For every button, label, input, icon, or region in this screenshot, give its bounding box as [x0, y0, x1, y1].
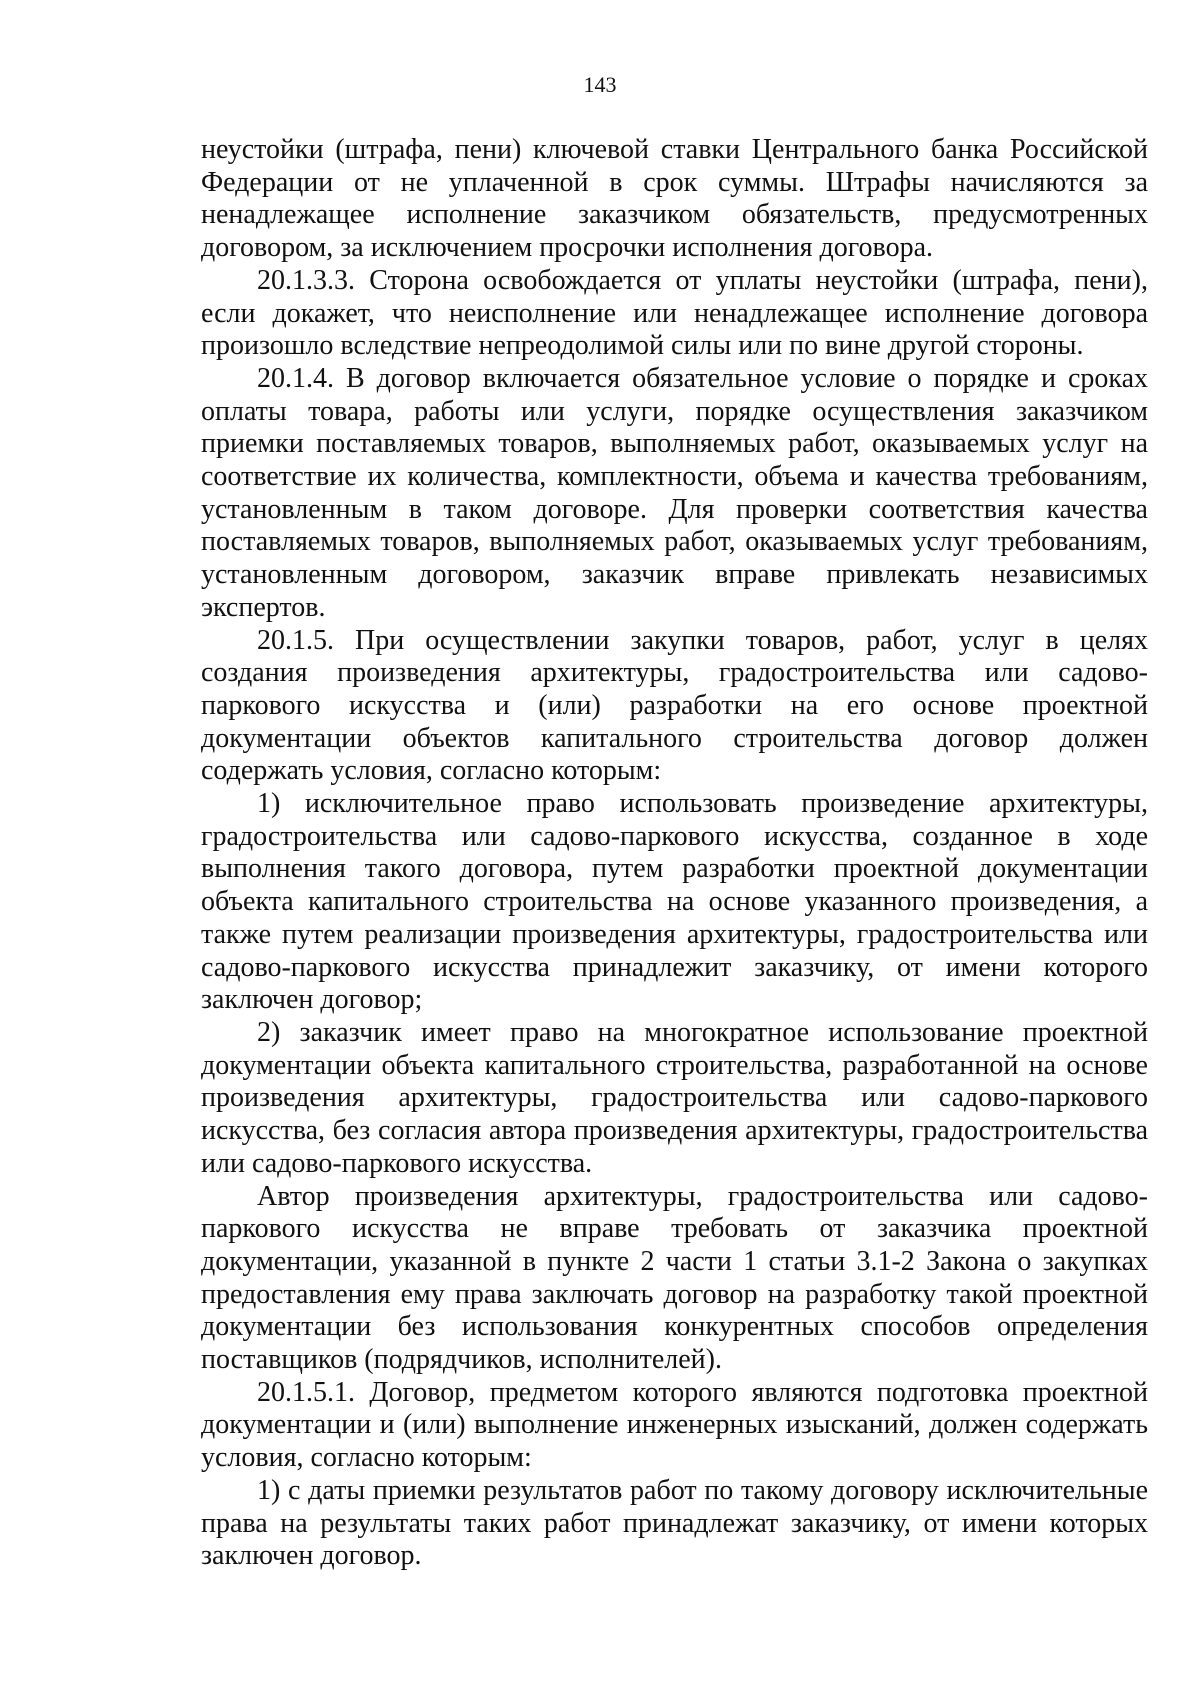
- page-number: 143: [583, 72, 617, 97]
- paragraph-penalty-continuation: неустойки (штрафа, пени) ключевой ставки Центрального банка Российской Федерации от не уплаченной в срок суммы. Штрафы начисляются за ненадлежащее исполнение заказчиком обязательств, предусмотренных договором, за исключением просрочки исполнения договора.: [201, 134, 1148, 264]
- document-body: [201, 134, 1148, 1573]
- list-item-exclusive-right: 1) исключительное право использовать произведение архитектуры, градостроительства или садово-паркового искусства, созданное в ходе выполнения такого договора, путем разработки проектной документации объекта капитального строительства на основе указанного произведения, а также путем реализации произведения архитектуры, градостроительства или садово-паркового искусства принадлежит заказчику, от имени которого заключен договор;: [201, 788, 1148, 1016]
- list-item-acceptance-date: 1) с даты приемки результатов работ по такому договору исключительные права на результаты таких работ принадлежат заказчику, от имени которых заключен договор.: [201, 1474, 1148, 1572]
- paragraph-20-1-5: 20.1.5. При осуществлении закупки товаров, работ, услуг в целях создания произведения архитектуры, градостроительства или садово-паркового искусства и (или) разработки на его основе проектной документации объектов капитального строительства договор должен содержать условия, согласно которым:: [201, 624, 1148, 787]
- paragraph-20-1-5-1: 20.1.5.1. Договор, предметом которого являются подготовка проектной документации и (или) выполнение инженерных изысканий, должен содержать условия, согласно которым:: [201, 1376, 1148, 1474]
- paragraph-author-rights: Автор произведения архитектуры, градостроительства или садово-паркового искусства не вправе требовать от заказчика проектной документации, указанной в пункте 2 части 1 статьи 3.1-2 Закона о закупках предоставления ему права заключать договор на разработку такой проектной документации без использования конкурентных способов определения поставщиков (подрядчиков, исполнителей).: [201, 1180, 1148, 1376]
- paragraph-20-1-3-3: 20.1.3.3. Сторона освобождается от уплаты неустойки (штрафа, пени), если докажет, что неисполнение или ненадлежащее исполнение договора произошло вследствие непреодолимой силы или по вине другой стороны.: [201, 264, 1148, 362]
- paragraph-20-1-4: 20.1.4. В договор включается обязательное условие о порядке и сроках оплаты товара, работы или услуги, порядке осуществления заказчиком приемки поставляемых товаров, выполняемых работ, оказываемых услуг на соответствие их количества, комплектности, объема и качества требованиям, установленным в таком договоре. Для проверки соответствия качества поставляемых товаров, выполняемых работ, оказываемых услуг требованиям, установленным договором, заказчик вправе привлекать независимых экспертов.: [201, 362, 1148, 623]
- list-item-multiple-use: 2) заказчик имеет право на многократное использование проектной документации объекта капитального строительства, разработанной на основе произведения архитектуры, градостроительства или садово-паркового искусства, без согласия автора произведения архитектуры, градостроительства или садово-паркового искусства.: [201, 1016, 1148, 1179]
